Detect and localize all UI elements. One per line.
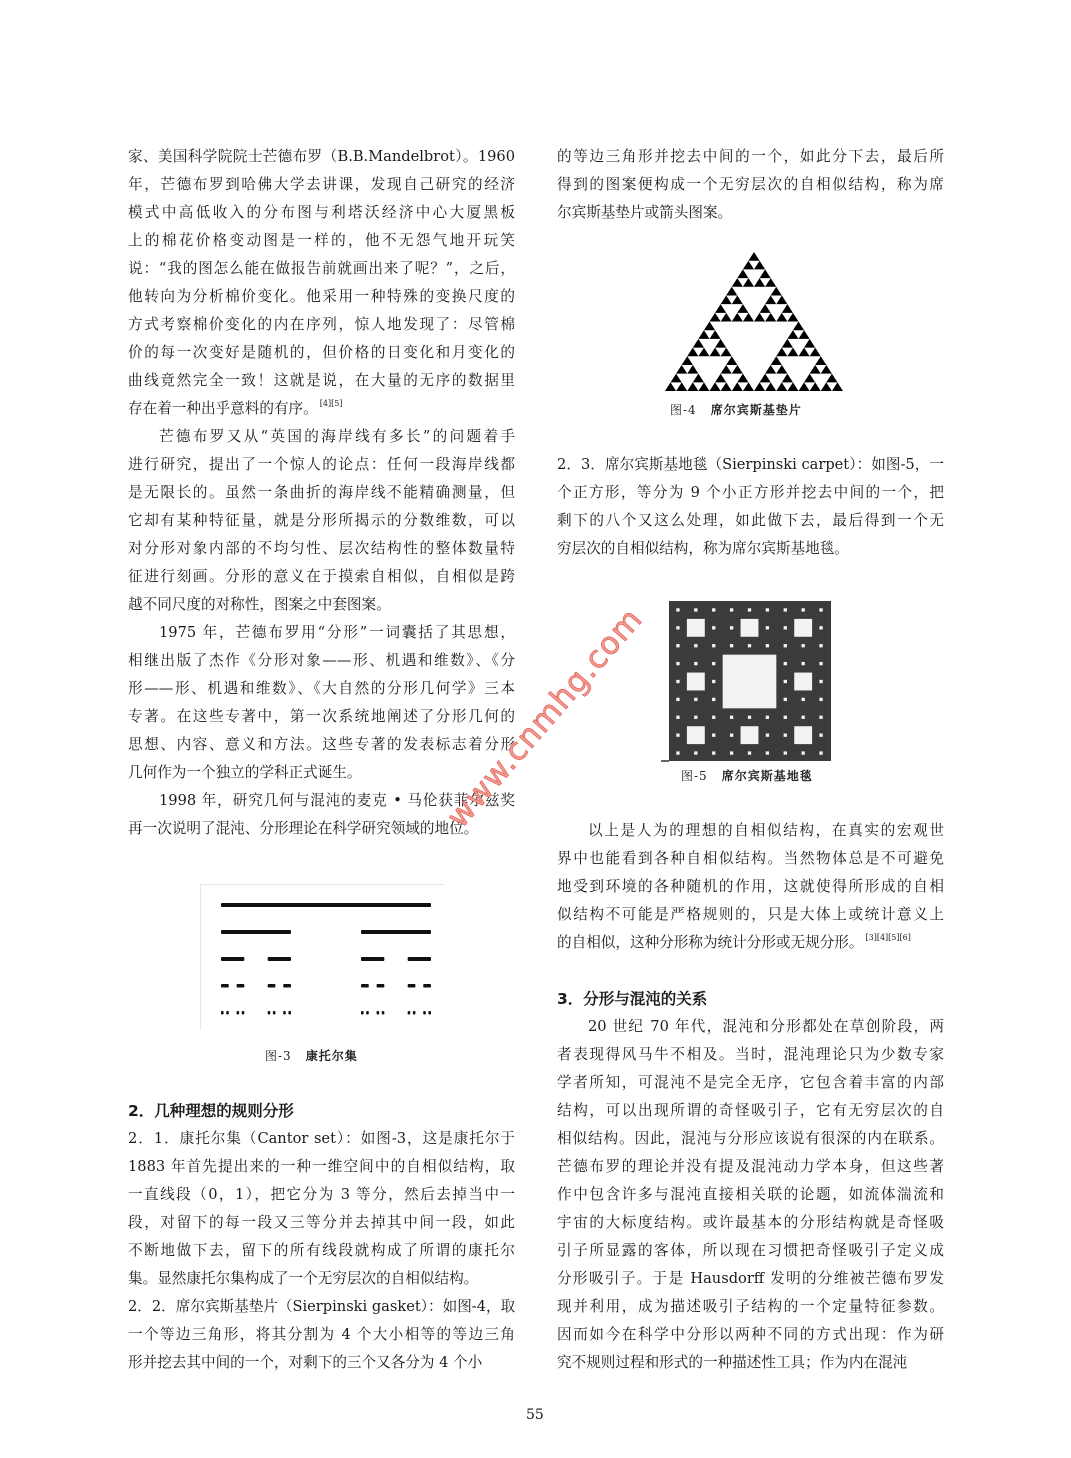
cantor-set-diagram	[200, 884, 444, 1030]
line-text: 说：“我的图怎么能在做报告前就画出来了呢？”，之后，	[128, 260, 515, 277]
carpet-hole	[730, 626, 733, 629]
carpet-hole	[784, 698, 787, 701]
carpet-hole	[676, 662, 679, 665]
carpet-hole	[748, 716, 751, 719]
paragraph	[128, 619, 515, 787]
carpet-hole	[712, 608, 715, 611]
text-line	[128, 227, 515, 255]
carpet-hole	[784, 680, 787, 683]
paragraph	[557, 143, 944, 227]
text-line	[128, 339, 515, 367]
text-line	[128, 199, 515, 227]
carpet-hole	[676, 716, 679, 719]
cantor-segment	[221, 903, 431, 907]
section-heading: 3．分形与混沌的关系	[557, 990, 708, 1008]
line-text: 以上是人为的理想的自相似结构，在真实的宏观世	[588, 822, 944, 839]
line-text: 1975 年，芒德布罗用“分形”一词囊括了其思想，	[159, 624, 515, 641]
cantor-segment	[242, 1011, 245, 1015]
carpet-hole	[687, 619, 705, 637]
text-line	[128, 759, 515, 787]
line-text: 进行研究，提出了一个惊人的论点：任何一段海岸线都	[128, 456, 515, 473]
line-text: 它却有某种特征量，就是分形所揭示的分数维数，可以	[128, 512, 515, 529]
line-text: 因而如今在科学中分形以两种不同的方式出现：作为研	[557, 1326, 944, 1343]
text-line	[557, 929, 944, 957]
paragraph	[128, 1293, 515, 1377]
cantor-segment	[226, 1011, 229, 1015]
carpet-hole	[712, 716, 715, 719]
carpet-hole	[730, 716, 733, 719]
carpet-hole	[794, 673, 812, 691]
line-text: 尔宾斯基垫片或箭头图案。	[557, 204, 733, 221]
text-line	[557, 845, 944, 873]
cantor-segment	[221, 957, 244, 961]
carpet-hole	[712, 644, 715, 647]
text-line	[128, 451, 515, 479]
text-line	[557, 1209, 944, 1237]
right-text-block-4	[557, 985, 944, 1377]
text-line	[128, 171, 515, 199]
line-text: 年，芒德布罗到哈佛大学去讲课，发现自己研究的经济	[128, 176, 515, 193]
line-text: 芒德布罗的理论并没有提及混沌动力学本身，但这些著	[557, 1158, 944, 1175]
carpet-hole	[687, 726, 705, 744]
line-text: 是无限长的。虽然一条曲折的海岸线不能精确测量，但	[128, 484, 515, 501]
text-line	[557, 901, 944, 929]
text-line	[128, 703, 515, 731]
figure-3-title: 康托尔集	[305, 1049, 358, 1063]
text-line	[128, 255, 515, 283]
text-line	[557, 873, 944, 901]
text-line	[557, 1181, 944, 1209]
carpet-hole	[712, 733, 715, 736]
line-text: 不断地做下去，留下的所有线段就构成了所谓的康托尔	[128, 1242, 515, 1259]
line-text: 芒德布罗又从“英国的海岸线有多长”的问题着手	[159, 428, 515, 445]
figure-4-title: 席尔宾斯基垫片	[710, 403, 802, 417]
text-line	[128, 1237, 515, 1265]
cantor-segment	[377, 984, 385, 988]
line-text: 专著。在这些专著中，第一次系统地阐述了分形几何的	[128, 708, 515, 725]
line-text: 个正方形，等分为 9 个小正方形并挖去中间的一个，把	[557, 484, 944, 501]
text-line	[557, 1153, 944, 1181]
line-text: 2．1．康托尔集（Cantor set）：如图-3，这是康托尔于	[128, 1130, 515, 1147]
text-line	[128, 1321, 515, 1349]
figure-3-cantor-set	[200, 884, 443, 1029]
text-line	[128, 1349, 515, 1377]
cantor-segment	[423, 1011, 426, 1015]
line-text: 现并利用，成为描述吸引子结构的一个定量特征参数。	[557, 1298, 944, 1315]
carpet-hole	[801, 751, 804, 754]
line-text: 模式中高低收入的分布图与利塔沃经济中心大厦黑板	[128, 204, 515, 221]
text-line	[557, 1125, 944, 1153]
line-text: 一个等边三角形，将其分割为 4 个大小相等的等边三角	[128, 1326, 515, 1343]
paragraph	[128, 143, 515, 423]
figure-5-caption	[681, 767, 813, 784]
carpet-hole	[766, 751, 769, 754]
carpet-hole	[819, 644, 822, 647]
line-text: 存在着一种出乎意料的有序。	[128, 400, 318, 417]
cantor-segment	[283, 984, 291, 988]
line-text: 对分形对象内部的不均匀性、层次结构性的整体数量特	[128, 540, 515, 557]
carpet-hole	[801, 716, 804, 719]
figure-5-number: 图-5	[681, 769, 708, 783]
carpet-hole	[730, 733, 733, 736]
carpet-hole	[676, 733, 679, 736]
carpet-hole	[694, 716, 697, 719]
text-line	[557, 1265, 944, 1293]
cantor-segment	[408, 957, 431, 961]
text-line	[128, 507, 515, 535]
left-text-block-1	[128, 143, 515, 843]
line-text: 穷层次的自相似结构，称为席尔宾斯基地毯。	[557, 540, 849, 557]
citation-ref: [3][4][5][6]	[865, 933, 911, 942]
cantor-segment	[237, 984, 245, 988]
line-text: 2．2．席尔宾斯基垫片（Sierpinski gasket）：如图-4，取	[128, 1298, 516, 1315]
carpet-hole	[819, 716, 822, 719]
line-text: 结构，可以出现所谓的奇怪吸引子，它有无穷层次的自	[557, 1102, 944, 1119]
citation-ref: [4][5]	[319, 399, 343, 408]
text-line	[128, 367, 515, 395]
line-text: 相继出版了杰作《分形对象——形、机遇和维数》、《分	[128, 652, 515, 669]
line-text: 他转向为分析棉价变化。他采用一种特殊的变换尺度的	[128, 288, 515, 305]
text-line	[128, 647, 515, 675]
carpet-hole	[712, 751, 715, 754]
cantor-segment	[408, 984, 416, 988]
paragraph	[128, 1125, 515, 1293]
text-line	[128, 1125, 515, 1153]
line-text: 越不同尺度的对称性，图案之中套图案。	[128, 596, 391, 613]
carpet-hole	[676, 751, 679, 754]
line-text: 的自相似，这种分形称为统计分形或无规分形。	[557, 934, 864, 951]
carpet-hole	[712, 662, 715, 665]
text-line	[557, 817, 944, 845]
line-text: 相似结构。因此，混沌与分形应该说有很深的内在联系。	[557, 1130, 944, 1147]
figure-4-sierpinski-gasket	[664, 251, 846, 397]
text-line	[557, 1237, 944, 1265]
text-line	[557, 479, 944, 507]
carpet-hole	[819, 680, 822, 683]
section-heading: 2．几种理想的规则分形	[128, 1102, 294, 1120]
text-line	[557, 451, 944, 479]
carpet-hole	[784, 626, 787, 629]
text-line	[557, 535, 944, 563]
carpet-hole	[748, 644, 751, 647]
carpet-hole	[819, 626, 822, 629]
cantor-segment	[268, 1011, 271, 1015]
carpet-hole	[819, 698, 822, 701]
text-line	[128, 395, 515, 423]
text-line	[557, 1069, 944, 1097]
carpet-hole	[766, 644, 769, 647]
carpet-hole	[766, 733, 769, 736]
carpet-hole	[784, 608, 787, 611]
paragraph	[557, 1013, 944, 1377]
cantor-segment	[423, 984, 431, 988]
text-line	[128, 283, 515, 311]
line-text: 2．3．席尔宾斯基地毯（Sierpinski carpet）：如图-5，一	[557, 456, 944, 473]
line-text: 学者所知，可混沌不是完全无序，它包含着丰富的内部	[557, 1074, 944, 1091]
cantor-segment	[221, 930, 291, 934]
line-text: 的等边三角形并挖去中间的一个，如此分下去，最后所	[557, 148, 944, 165]
right-text-block-3	[557, 817, 944, 957]
carpet-hole	[730, 608, 733, 611]
text-line	[557, 1013, 944, 1041]
text-line	[128, 1209, 515, 1237]
carpet-hole	[819, 733, 822, 736]
cantor-segment	[288, 1011, 291, 1015]
carpet-hole	[694, 698, 697, 701]
carpet-hole	[748, 751, 751, 754]
cantor-segment	[428, 1011, 431, 1015]
paragraph	[557, 451, 944, 563]
carpet-hole	[712, 626, 715, 629]
cantor-segment	[382, 1011, 385, 1015]
page-number: 55	[526, 1407, 544, 1423]
text-line	[557, 1041, 944, 1069]
carpet-hole	[712, 680, 715, 683]
figure-5-title: 席尔宾斯基地毯	[721, 769, 813, 783]
carpet-hole	[801, 644, 804, 647]
carpet-hole	[784, 644, 787, 647]
figure-4-number: 图-4	[670, 403, 697, 417]
cantor-segment	[361, 1011, 364, 1015]
carpet-hole	[801, 608, 804, 611]
line-text: 者表现得风马牛不相及。当时，混沌理论只为少数专家	[557, 1046, 944, 1063]
line-text: 究不规则过程和形式的一种描述性工具；作为内在混沌	[557, 1354, 908, 1371]
left-text-block-2	[128, 1097, 515, 1377]
carpet-hole	[784, 751, 787, 754]
cantor-segment	[361, 957, 384, 961]
carpet-hole	[694, 662, 697, 665]
line-text: 段，对留下的每一段又三等分并去掉其中间一段，如此	[128, 1214, 515, 1231]
sierpinski-carpet-diagram	[661, 593, 839, 763]
right-text-block-2	[557, 451, 944, 563]
carpet-hole	[676, 626, 679, 629]
figure-4-caption	[670, 401, 802, 418]
text-line	[557, 507, 944, 535]
text-line	[128, 479, 515, 507]
carpet-hole	[784, 716, 787, 719]
cantor-segment	[361, 984, 369, 988]
cantor-segment	[268, 957, 291, 961]
carpet-hole	[676, 680, 679, 683]
line-text: 形——形、机遇和维数》、《大自然的分形几何学》三本	[128, 680, 515, 697]
line-text: 形并挖去其中间的一个，对剩下的三个又各分为 4 个小	[128, 1354, 483, 1371]
carpet-hole	[819, 662, 822, 665]
line-text: 地受到环境的各种随机的作用，这就使得所形成的自相	[557, 878, 944, 895]
carpet-hole	[794, 726, 812, 744]
cantor-segment	[237, 1011, 240, 1015]
cantor-segment	[273, 1011, 276, 1015]
text-line	[128, 619, 515, 647]
line-text: 家、美国科学院院士芒德布罗（B.B.Mandelbrot）。1960	[128, 148, 515, 165]
carpet-hole	[766, 716, 769, 719]
line-text: 1883 年首先提出来的一种一维空间中的自相似结构，取	[128, 1158, 515, 1175]
text-line	[128, 731, 515, 759]
text-line	[128, 423, 515, 451]
line-text: 引子所显露的客体，所以现在习惯把奇怪吸引子定义成	[557, 1242, 944, 1259]
figure-5-sierpinski-carpet	[661, 593, 839, 767]
text-line	[128, 675, 515, 703]
carpet-hole	[741, 619, 759, 637]
text-line	[557, 1097, 944, 1125]
carpet-hole	[676, 698, 679, 701]
line-text: 宇宙的大标度结构。或许最基本的分形结构就是奇怪吸	[557, 1214, 944, 1231]
carpet-hole	[819, 751, 822, 754]
line-text: 再一次说明了混沌、分形理论在科学研究领域的地位。	[128, 820, 479, 837]
cantor-segment	[221, 1011, 224, 1015]
carpet-hole	[712, 698, 715, 701]
carpet-hole	[730, 644, 733, 647]
text-line	[128, 1153, 515, 1181]
line-text: 界中也能看到各种自相似结构。当然物体总是不可避免	[557, 850, 944, 867]
text-line	[128, 1181, 515, 1209]
figure-3-caption	[265, 1047, 358, 1064]
line-text: 分形吸引子。于是 Hausdorff 发明的分维被芒德布罗发	[557, 1270, 944, 1287]
carpet-hole	[694, 751, 697, 754]
carpet-hole	[784, 662, 787, 665]
text-line	[128, 311, 515, 339]
text-line	[557, 1349, 944, 1377]
carpet-hole	[676, 608, 679, 611]
carpet-hole	[723, 655, 777, 709]
text-line	[128, 143, 515, 171]
line-text: 集。显然康托尔集构成了一个无穷层次的自相似结构。	[128, 1270, 479, 1287]
cantor-segment	[408, 1011, 411, 1015]
line-text: 征进行刻画。分形的意义在于摸索自相似，自相似是跨	[128, 568, 515, 585]
paragraph	[128, 423, 515, 619]
line-text: 方式考察棉价变化的内在序列，惊人地发现了：尽管棉	[128, 316, 515, 333]
cantor-segment	[221, 984, 229, 988]
line-text: 上的棉花价格变动图是一样的，他不无怨气地开玩笑	[128, 232, 515, 249]
line-text: 20 世纪 70 年代，混沌和分形都处在草创阶段，两	[588, 1018, 944, 1035]
sierpinski-gasket-diagram	[664, 251, 846, 393]
text-line	[128, 563, 515, 591]
carpet-hole	[730, 751, 733, 754]
text-line	[128, 1265, 515, 1293]
carpet-hole	[794, 619, 812, 637]
line-text: 剩下的八个又这么处理，如此做下去，最后得到一个无	[557, 512, 944, 529]
text-line	[557, 1293, 944, 1321]
line-text: 价的每一次变好是随机的，但价格的日变化和月变化的	[128, 344, 515, 361]
carpet-hole	[819, 608, 822, 611]
right-text-block-1	[557, 143, 944, 227]
text-line	[557, 171, 944, 199]
cantor-segment	[268, 984, 276, 988]
line-text: 一直线段（0，1），把它分为 3 等分，然后去掉当中一	[128, 1186, 515, 1203]
carpet-hole	[741, 726, 759, 744]
line-text: 1998 年，研究几何与混沌的麦克 • 马伦获菲尔兹奖	[159, 792, 515, 809]
paragraph	[557, 817, 944, 957]
cantor-segment	[361, 930, 431, 934]
line-text: 几何作为一个独立的学科正式诞生。	[128, 764, 362, 781]
text-line	[128, 1293, 515, 1321]
text-line	[557, 143, 944, 171]
carpet-hole	[694, 644, 697, 647]
carpet-hole	[801, 698, 804, 701]
carpet-hole	[694, 608, 697, 611]
cantor-segment	[366, 1011, 369, 1015]
text-line	[557, 199, 944, 227]
carpet-hole	[676, 644, 679, 647]
carpet-hole	[766, 608, 769, 611]
carpet-hole	[784, 733, 787, 736]
text-line	[128, 535, 515, 563]
carpet-hole	[748, 608, 751, 611]
cantor-segment	[413, 1011, 416, 1015]
carpet-hole	[766, 626, 769, 629]
watermark: www.cnmhg.com	[440, 601, 650, 835]
right-column	[557, 143, 944, 1371]
carpet-hole	[687, 673, 705, 691]
line-text: 曲线竟然完全一致！这就是说，在大量的无序的数据里	[128, 372, 515, 389]
carpet-hole	[801, 662, 804, 665]
cantor-segment	[283, 1011, 286, 1015]
left-column	[128, 143, 516, 1371]
text-line	[557, 1321, 944, 1349]
line-text: 得到的图案便构成一个无穷层次的自相似结构，称为席	[557, 176, 944, 193]
text-line	[128, 591, 515, 619]
figure-3-number: 图-3	[265, 1049, 292, 1063]
cantor-segment	[377, 1011, 380, 1015]
line-text: 思想、内容、意义和方法。这些专著的发表标志着分形	[128, 736, 515, 753]
line-text: 似结构不可能是严格规则的，只是大体上或统计意义上	[557, 906, 944, 923]
line-text: 作中包含许多与混沌直接相关联的论题，如流体湍流和	[557, 1186, 944, 1203]
